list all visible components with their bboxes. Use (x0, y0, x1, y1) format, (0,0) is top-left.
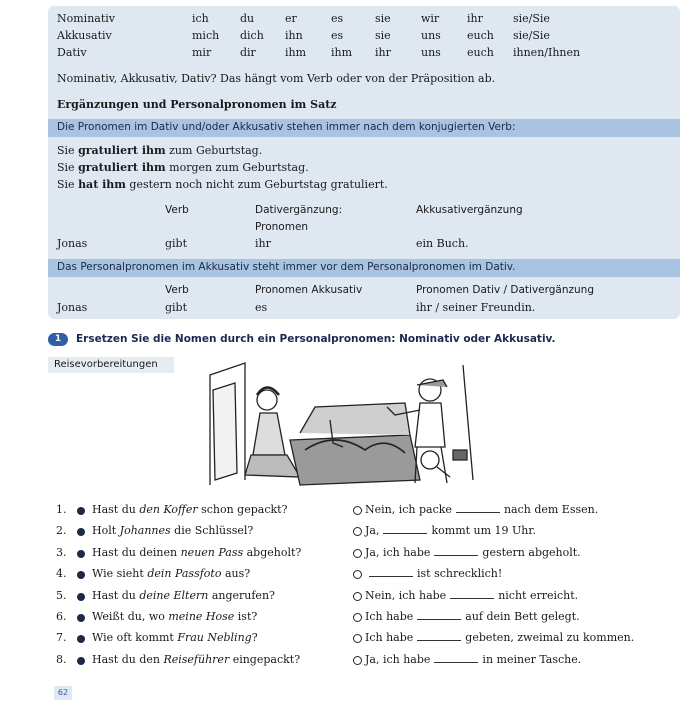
pronoun-cell: ihm (331, 46, 353, 59)
pronoun-cell: ihr (467, 12, 483, 25)
case-label: Akkusativ (57, 29, 112, 42)
section-heading: Ergänzungen und Personalpronomen im Satz (57, 98, 337, 111)
t1-dative: ihr (255, 237, 271, 250)
question-number: 8. (56, 652, 67, 666)
t1-header-dative: Dativergänzung: (255, 204, 343, 216)
answer-text (365, 631, 634, 644)
question-noun: Frau Nebling (177, 631, 252, 645)
answer-text (365, 589, 578, 602)
bullet-dot-icon (77, 550, 85, 558)
question-post: angerufen? (208, 588, 275, 602)
bullet-dot-icon (77, 528, 85, 536)
answer-post: in meiner Tasche. (482, 652, 582, 666)
pronoun-cell: es (331, 29, 344, 42)
answer-text (365, 610, 580, 623)
answer-post: gebeten, zweimal zu kommen. (465, 631, 635, 645)
answer-blank[interactable] (383, 533, 427, 534)
door (213, 383, 237, 480)
t2-verb: gibt (165, 301, 188, 314)
t2-accusative: es (255, 301, 268, 314)
answer-blank[interactable] (434, 662, 478, 663)
answer-text (365, 546, 581, 559)
t2-dative: ihr / seiner Freundin. (416, 301, 536, 314)
pronoun-cell: mir (192, 46, 212, 59)
pronoun-cell: dir (240, 46, 256, 59)
example-bold: hat ihm (78, 178, 126, 191)
example-post: zum Geburtstag. (165, 144, 263, 157)
pronoun-cell: ihnen/Ihnen (513, 46, 581, 59)
pronoun-cell: euch (467, 29, 494, 42)
pronoun-cell: ich (192, 12, 209, 25)
pronoun-cell: sie/Sie (513, 12, 550, 25)
woman-body (253, 413, 285, 455)
t2-header-verb: Verb (165, 284, 189, 296)
question-text (92, 631, 258, 644)
t1-subject: Jonas (57, 237, 88, 250)
fishing-rod (463, 365, 473, 480)
bullet-dot-icon (77, 635, 85, 643)
question-post: schon gepackt? (197, 503, 288, 516)
question-pre: Weißt du, wo (92, 610, 169, 623)
answer-pre: Nein, ich packe (365, 503, 452, 516)
answer-blank[interactable] (434, 555, 478, 556)
question-post: ist? (234, 610, 258, 623)
answer-blank[interactable] (417, 640, 461, 641)
example-bold: gratuliert ihm (78, 144, 166, 157)
question-post: eingepackt? (229, 652, 301, 666)
bullet-dot-icon (77, 657, 85, 665)
example-sentence (57, 178, 388, 191)
t2-header-dative: Pronomen Dativ / Dativergänzung (416, 284, 594, 296)
pronoun-cell: es (331, 12, 344, 25)
question-text (92, 589, 275, 602)
example-sentence (57, 144, 262, 157)
answer-pre: Ich habe (365, 610, 414, 623)
answer-circle-icon (353, 613, 362, 622)
question-noun: Johannes (119, 524, 171, 538)
answer-text (365, 503, 598, 516)
bullet-dot-icon (77, 571, 85, 579)
question-noun: dein Passfoto (147, 567, 222, 581)
tennis-racket (421, 451, 439, 469)
question-noun: meine Hose (168, 610, 235, 623)
question-number: 4. (56, 567, 67, 581)
bullet-dot-icon (77, 614, 85, 622)
pronoun-cell: sie (375, 29, 391, 42)
rule-2-text: Das Personalpronomen im Akkusativ steht immer vor dem Personalpronomen im Dativ. (57, 261, 516, 273)
pronoun-cell: sie/Sie (513, 29, 550, 42)
pronoun-cell: wir (421, 12, 440, 25)
pronoun-cell: uns (421, 46, 441, 59)
packing-illustration (205, 355, 490, 490)
answer-pre: Ich habe (365, 631, 414, 645)
case-label: Nominativ (57, 12, 115, 25)
answer-post: gestern abgeholt. (482, 545, 581, 559)
question-text (92, 653, 300, 666)
pronoun-cell: du (240, 12, 255, 25)
answer-blank[interactable] (417, 619, 461, 620)
question-text (92, 610, 257, 623)
question-pre: Hast du den (92, 652, 164, 666)
question-pre: Hast du (92, 588, 140, 602)
question-text (92, 567, 250, 580)
pronoun-cell: sie (375, 12, 391, 25)
question-text (92, 546, 301, 559)
question-pre: Wie sieht (92, 567, 148, 581)
answer-pre: Nein, ich habe (365, 588, 447, 602)
pronoun-cell: dich (240, 29, 264, 42)
answer-post: auf dein Bett gelegt. (465, 610, 580, 623)
answer-blank[interactable] (450, 598, 494, 599)
case-label: Dativ (57, 46, 87, 59)
suitcase-body (290, 435, 420, 485)
question-noun: deine Eltern (139, 588, 209, 602)
page-number: 62 (54, 686, 72, 700)
question-number: 6. (56, 610, 67, 623)
answer-circle-icon (353, 656, 362, 665)
answer-post: kommt um 19 Uhr. (431, 524, 536, 538)
t1-header-accusative: Akkusativergänzung (416, 204, 523, 216)
question-noun: Reiseführer (163, 652, 230, 666)
answer-post: nach dem Essen. (503, 503, 599, 516)
answer-circle-icon (353, 527, 362, 536)
question-post: aus? (221, 567, 251, 581)
pronoun-cell: ihn (285, 29, 303, 42)
example-post: morgen zum Geburtstag. (165, 161, 309, 174)
t1-verb: gibt (165, 237, 188, 250)
question-number: 7. (56, 631, 67, 645)
answer-pre: Ja, ich habe (365, 545, 431, 559)
pronoun-cell: mich (192, 29, 220, 42)
pronoun-cell: uns (421, 29, 441, 42)
answer-post: ist schrecklich! (417, 567, 503, 581)
camera (453, 450, 467, 460)
case-note: Nominativ, Akkusativ, Dativ? Das hängt vom Verb oder von der Präposition ab. (57, 72, 496, 85)
pronoun-cell: er (285, 12, 297, 25)
question-text (92, 524, 253, 537)
t2-header-accusative: Pronomen Akkusativ (255, 284, 363, 296)
answer-post: nicht erreicht. (498, 588, 579, 602)
answer-pre: Ja, ich habe (365, 652, 431, 666)
question-number: 3. (56, 545, 67, 559)
question-post: abgeholt? (243, 545, 302, 559)
exercise-tag: Reisevorbereitungen (48, 357, 174, 373)
woman-skirt (245, 455, 300, 477)
example-pre: Sie (57, 161, 79, 174)
rule-band-2 (48, 259, 680, 277)
question-pre: Holt (92, 524, 120, 538)
exercise-title: Ersetzen Sie die Nomen durch ein Personalpronomen: Nominativ oder Akkusativ. (76, 333, 556, 345)
answer-blank[interactable] (456, 512, 500, 513)
pronoun-cell: ihm (285, 46, 307, 59)
question-number: 1. (56, 503, 67, 516)
question-number: 5. (56, 588, 67, 602)
t2-subject: Jonas (57, 301, 88, 314)
t1-accusative: ein Buch. (416, 237, 469, 250)
pronoun-cell: ihr (375, 46, 391, 59)
answer-text (365, 653, 581, 666)
t1-header-pronoun: Pronomen (255, 221, 309, 233)
example-pre: Sie (57, 178, 79, 191)
example-post: gestern noch nicht zum Geburtstag gratuliert. (125, 178, 388, 191)
question-post: ? (251, 631, 258, 645)
rule-1-text: Die Pronomen im Dativ und/oder Akkusativ stehen immer nach dem konjugierten Verb: (57, 121, 516, 133)
question-pre: Hast du (92, 503, 140, 516)
answer-circle-icon (353, 506, 362, 515)
suitcase-lid (300, 403, 410, 435)
question-noun: neuen Pass (180, 545, 244, 559)
question-number: 2. (56, 524, 67, 538)
racket-handle (437, 467, 450, 477)
answer-pre: Ja, (365, 524, 380, 538)
answer-blank[interactable] (369, 576, 413, 577)
pronoun-cell: euch (467, 46, 494, 59)
question-post: die Schlüssel? (170, 524, 254, 538)
example-sentence (57, 161, 309, 174)
answer-circle-icon (353, 592, 362, 601)
rule-band-1 (48, 119, 680, 137)
exercise-number-badge: 1 (48, 333, 68, 346)
answer-circle-icon (353, 634, 362, 643)
question-pre: Hast du deinen (92, 545, 181, 559)
question-pre: Wie oft kommt (92, 631, 178, 645)
question-text (92, 503, 287, 516)
answer-text (365, 524, 536, 537)
bullet-dot-icon (77, 593, 85, 601)
example-bold: gratuliert ihm (78, 161, 166, 174)
bullet-dot-icon (77, 507, 85, 515)
example-pre: Sie (57, 144, 79, 157)
answer-circle-icon (353, 570, 362, 579)
answer-text (365, 567, 502, 580)
answer-circle-icon (353, 549, 362, 558)
question-noun: den Koffer (139, 503, 198, 516)
t1-header-verb: Verb (165, 204, 189, 216)
